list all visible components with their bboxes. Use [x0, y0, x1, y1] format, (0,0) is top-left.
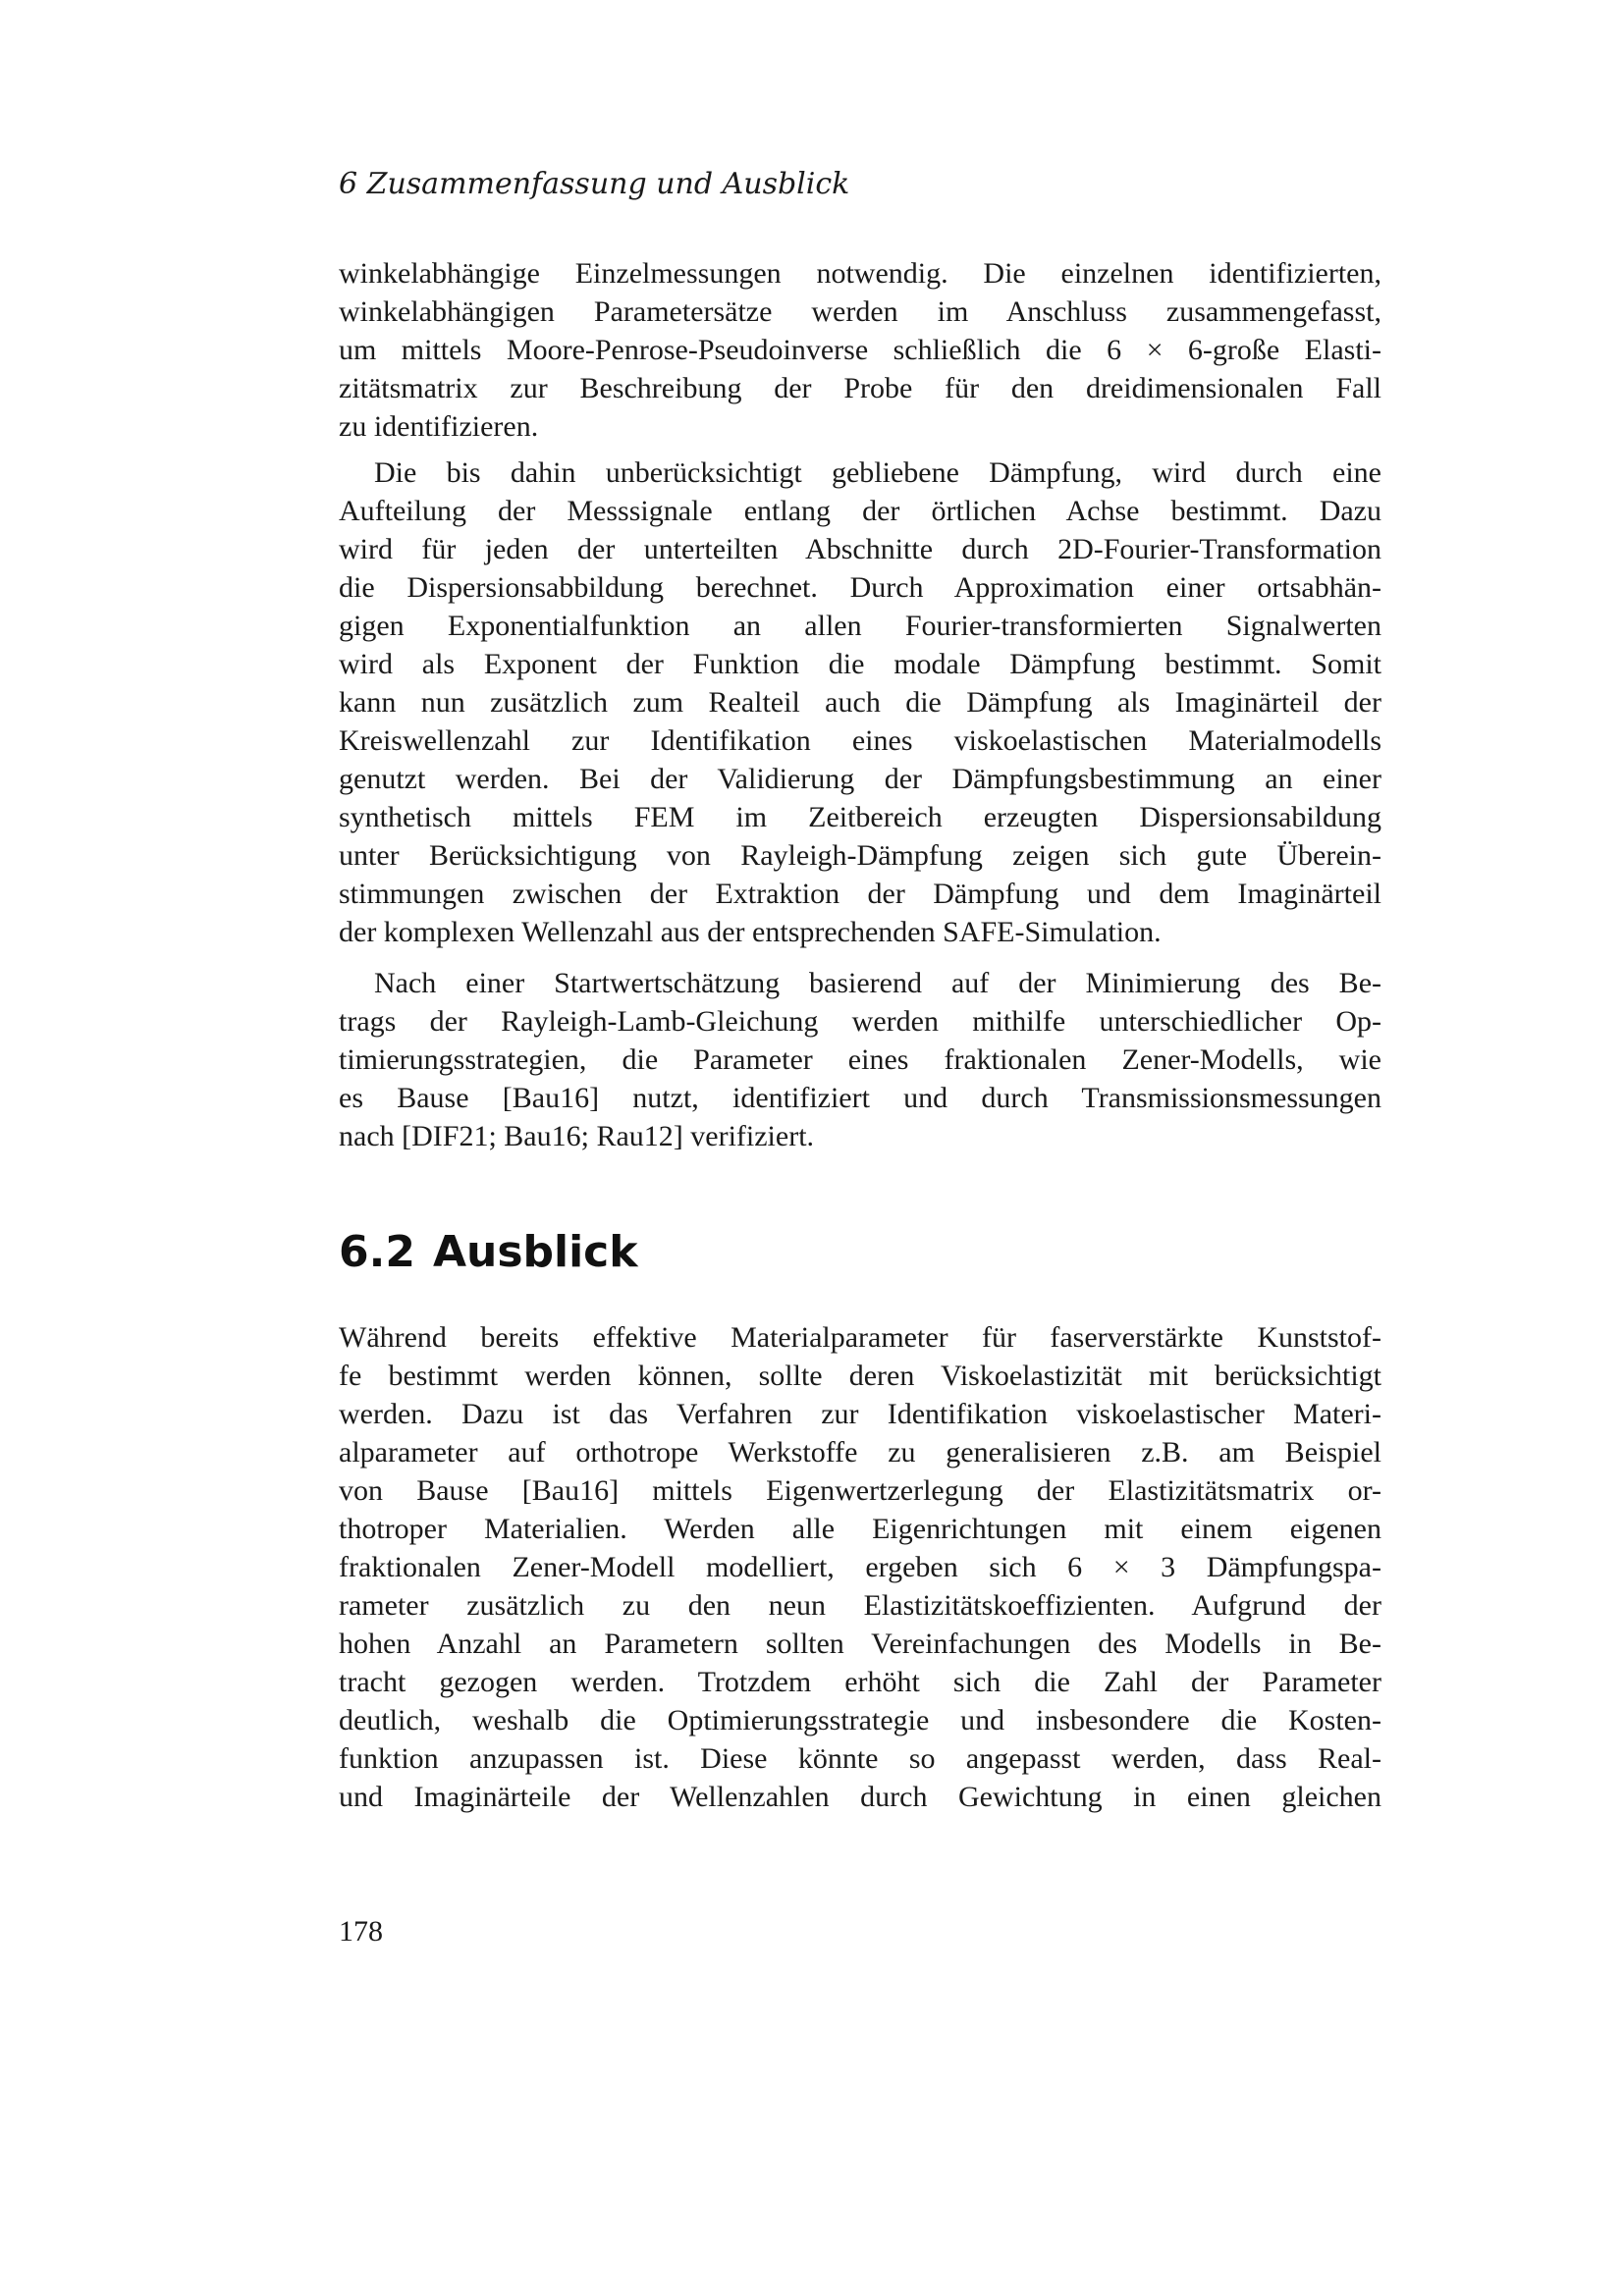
text-line: Die bis dahin unberücksichtigt gebliebene Dämpfung, wird durch eine	[374, 456, 1381, 489]
text-line: rameter zusätzlich zu den neun Elastizitätskoeffizienten. Aufgrund der	[339, 1589, 1381, 1622]
running-header: 6 Zusammenfassung und Ausblick	[339, 167, 850, 201]
text-line: trags der Rayleigh-Lamb-Gleichung werden mithilfe unterschiedlicher Op-	[339, 1005, 1381, 1038]
text-line: die Dispersionsabbildung berechnet. Durch Approximation einer ortsabhän-	[339, 571, 1381, 604]
text-line: fe bestimmt werden können, sollte deren Viskoelastizität mit berücksichtigt	[339, 1360, 1381, 1392]
text-line: gigen Exponentialfunktion an allen Fourier-transformierten Signalwerten	[339, 610, 1381, 642]
text-line: stimmungen zwischen der Extraktion der Dämpfung und dem Imaginärteil	[339, 878, 1381, 910]
text-line: wird für jeden der unterteilten Abschnitte durch 2D-Fourier-Transformation	[339, 533, 1381, 565]
text-line: synthetisch mittels FEM im Zeitbereich erzeugten Dispersionsabildung	[339, 801, 1381, 833]
text-line: funktion anzupassen ist. Diese könnte so angepasst werden, dass Real-	[339, 1742, 1381, 1775]
text-line: es Bause [Bau16] nutzt, identifiziert und durch Transmissionsmessungen	[339, 1082, 1381, 1114]
text-line: Nach einer Startwertschätzung basierend auf der Minimierung des Be-	[374, 967, 1381, 999]
text-line: von Bause [Bau16] mittels Eigenwertzerlegung der Elastizitätsmatrix or-	[339, 1474, 1381, 1507]
text-line: winkelabhängigen Parametersätze werden im Anschluss zusammengefasst,	[339, 295, 1381, 328]
text-line: nach [DIF21; Bau16; Rau12] verifiziert.	[339, 1120, 815, 1152]
paragraph-outlook	[339, 1318, 1381, 1816]
section-title: Ausblick	[432, 1227, 638, 1277]
text-line: alparameter auf orthotrope Werkstoffe zu generalisieren z.B. am Beispiel	[339, 1436, 1381, 1468]
paragraph-optimization	[339, 964, 1381, 1155]
text-line: fraktionalen Zener-Modell modelliert, ergeben sich 6 × 3 Dämpfungspa-	[339, 1551, 1381, 1583]
text-line: Während bereits effektive Materialparameter für faserverstärkte Kunststof-	[339, 1321, 1381, 1354]
section-number: 6.2	[339, 1227, 415, 1277]
text-line: winkelabhängige Einzelmessungen notwendig. Die einzelnen identifizierten,	[339, 257, 1381, 290]
text-line: der komplexen Wellenzahl aus der entsprechenden SAFE-Simulation.	[339, 916, 1162, 948]
text-line: zu identifizieren.	[339, 410, 539, 443]
paragraph-damping	[339, 454, 1381, 951]
page-number: 178	[339, 1915, 383, 1948]
text-line: thotroper Materialien. Werden alle Eigenrichtungen mit einem eigenen	[339, 1513, 1381, 1545]
text-line: hohen Anzahl an Parametern sollten Vereinfachungen des Modells in Be-	[339, 1628, 1381, 1660]
text-line: tracht gezogen werden. Trotzdem erhöht sich die Zahl der Parameter	[339, 1666, 1381, 1698]
text-line: wird als Exponent der Funktion die modale Dämpfung bestimmt. Somit	[339, 648, 1381, 680]
text-line: deutlich, weshalb die Optimierungsstrategie und insbesondere die Kosten-	[339, 1704, 1381, 1736]
text-line: und Imaginärteile der Wellenzahlen durch Gewichtung in einen gleichen	[339, 1781, 1381, 1813]
text-line: kann nun zusätzlich zum Realteil auch die Dämpfung als Imaginärteil der	[339, 686, 1381, 719]
section-heading	[339, 1223, 638, 1282]
text-line: genutzt werden. Bei der Validierung der Dämpfungsbestimmung an einer	[339, 763, 1381, 795]
text-line: zitätsmatrix zur Beschreibung der Probe für den dreidimensionalen Fall	[339, 372, 1381, 404]
text-line: Kreiswellenzahl zur Identifikation eines viskoelastischen Materialmodells	[339, 724, 1381, 757]
text-line: Aufteilung der Messsignale entlang der örtlichen Achse bestimmt. Dazu	[339, 495, 1381, 527]
text-line: unter Berücksichtigung von Rayleigh-Dämpfung zeigen sich gute Überein-	[339, 839, 1381, 872]
text-line: timierungsstrategien, die Parameter eines fraktionalen Zener-Modells, wie	[339, 1043, 1381, 1076]
text-line: um mittels Moore-Penrose-Pseudoinverse schließlich die 6 × 6-große Elasti-	[339, 334, 1381, 366]
paragraph-continuation	[339, 254, 1381, 446]
text-line: werden. Dazu ist das Verfahren zur Identifikation viskoelastischer Materi-	[339, 1398, 1381, 1430]
